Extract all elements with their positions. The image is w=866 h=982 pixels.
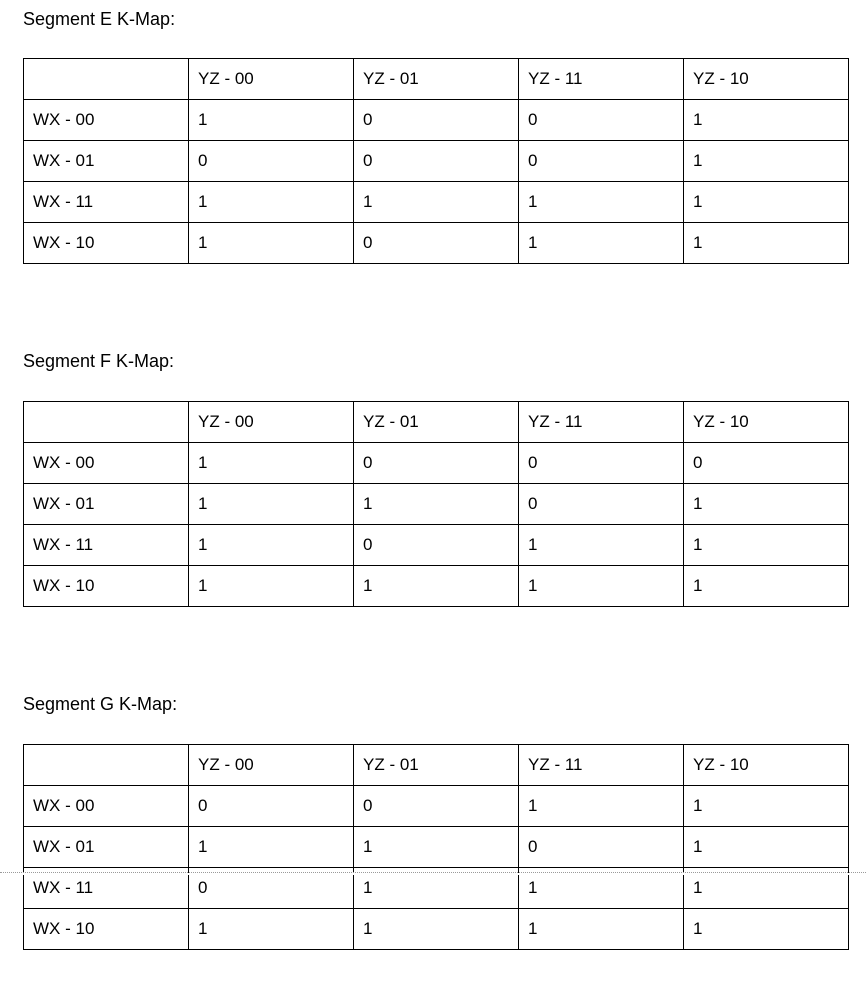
- table-cell: 1: [684, 868, 849, 909]
- table-cell: 1: [519, 525, 684, 566]
- table-header-row: [24, 745, 849, 786]
- table-cell: 0: [354, 100, 519, 141]
- table-cell: 1: [684, 786, 849, 827]
- row-header: WX - 00: [24, 100, 189, 141]
- column-header: YZ - 01: [354, 745, 519, 786]
- table-cell: 1: [684, 100, 849, 141]
- table-cell: 1: [189, 100, 354, 141]
- table-cell: 1: [684, 909, 849, 950]
- column-header: YZ - 10: [684, 402, 849, 443]
- table-cell: 1: [684, 141, 849, 182]
- segment-g-title: Segment G K-Map:: [23, 694, 178, 714]
- table-cell: 1: [189, 484, 354, 525]
- table-cell: 1: [189, 566, 354, 607]
- row-header: WX - 10: [24, 223, 189, 264]
- table-cell: 1: [684, 484, 849, 525]
- table-cell: 1: [684, 827, 849, 868]
- table-cell: 0: [189, 141, 354, 182]
- table-cell: 0: [519, 141, 684, 182]
- table-row: [24, 786, 849, 827]
- table-cell: 1: [519, 223, 684, 264]
- segment-g-kmap-table: [23, 744, 849, 950]
- column-header: YZ - 11: [519, 745, 684, 786]
- table-cell: 0: [354, 786, 519, 827]
- table-cell: 1: [354, 566, 519, 607]
- table-cell: 0: [354, 223, 519, 264]
- row-header: WX - 00: [24, 786, 189, 827]
- table-cell: 0: [519, 443, 684, 484]
- page-break-gap: [0, 873, 866, 875]
- row-header: WX - 10: [24, 566, 189, 607]
- table-row: [24, 141, 849, 182]
- column-header: YZ - 10: [684, 745, 849, 786]
- column-header: YZ - 00: [189, 59, 354, 100]
- table-header-row: [24, 59, 849, 100]
- column-header: YZ - 00: [189, 745, 354, 786]
- table-cell: 1: [189, 182, 354, 223]
- table-cell: 1: [684, 223, 849, 264]
- table-cell: 1: [354, 484, 519, 525]
- table-cell: 0: [519, 484, 684, 525]
- column-header: YZ - 11: [519, 59, 684, 100]
- table-cell: 0: [354, 525, 519, 566]
- column-header: YZ - 01: [354, 59, 519, 100]
- table-cell: 1: [189, 827, 354, 868]
- column-header: YZ - 01: [354, 402, 519, 443]
- table-cell: 1: [354, 182, 519, 223]
- row-header: WX - 01: [24, 484, 189, 525]
- table-cell: 1: [519, 868, 684, 909]
- segment-e-kmap-table: [23, 58, 849, 264]
- row-header: WX - 11: [24, 868, 189, 909]
- table-cell: 0: [354, 141, 519, 182]
- table-cell: 1: [684, 182, 849, 223]
- table-row: [24, 484, 849, 525]
- table-row: [24, 827, 849, 868]
- table-cell: 1: [519, 566, 684, 607]
- row-header: WX - 10: [24, 909, 189, 950]
- row-header: WX - 01: [24, 827, 189, 868]
- table-row: [24, 566, 849, 607]
- table-cell: 0: [189, 868, 354, 909]
- table-cell: 0: [354, 443, 519, 484]
- segment-f-title: Segment F K-Map:: [23, 351, 175, 371]
- table-cell: 1: [189, 443, 354, 484]
- table-cell: 1: [519, 182, 684, 223]
- column-header: YZ - 11: [519, 402, 684, 443]
- table-row: [24, 223, 849, 264]
- column-header: YZ - 00: [189, 402, 354, 443]
- table-row: [24, 100, 849, 141]
- corner-cell: [24, 402, 189, 443]
- table-row: [24, 909, 849, 950]
- table-cell: 1: [684, 525, 849, 566]
- table-cell: 1: [189, 909, 354, 950]
- corner-cell: [24, 745, 189, 786]
- table-cell: 1: [354, 827, 519, 868]
- table-cell: 0: [684, 443, 849, 484]
- table-cell: 1: [189, 223, 354, 264]
- table-cell: 0: [519, 100, 684, 141]
- row-header: WX - 00: [24, 443, 189, 484]
- table-row: [24, 525, 849, 566]
- row-header: WX - 11: [24, 182, 189, 223]
- table-header-row: [24, 402, 849, 443]
- table-cell: 1: [684, 566, 849, 607]
- column-header: YZ - 10: [684, 59, 849, 100]
- table-cell: 0: [189, 786, 354, 827]
- row-header: WX - 11: [24, 525, 189, 566]
- row-header: WX - 01: [24, 141, 189, 182]
- corner-cell: [24, 59, 189, 100]
- segment-e-title: Segment E K-Map:: [23, 9, 176, 29]
- table-cell: 1: [189, 525, 354, 566]
- table-cell: 1: [354, 909, 519, 950]
- table-row: [24, 443, 849, 484]
- table-row: [24, 182, 849, 223]
- table-cell: 0: [519, 827, 684, 868]
- table-cell: 1: [519, 786, 684, 827]
- segment-f-kmap-table: [23, 401, 849, 607]
- table-cell: 1: [354, 868, 519, 909]
- table-cell: 1: [519, 909, 684, 950]
